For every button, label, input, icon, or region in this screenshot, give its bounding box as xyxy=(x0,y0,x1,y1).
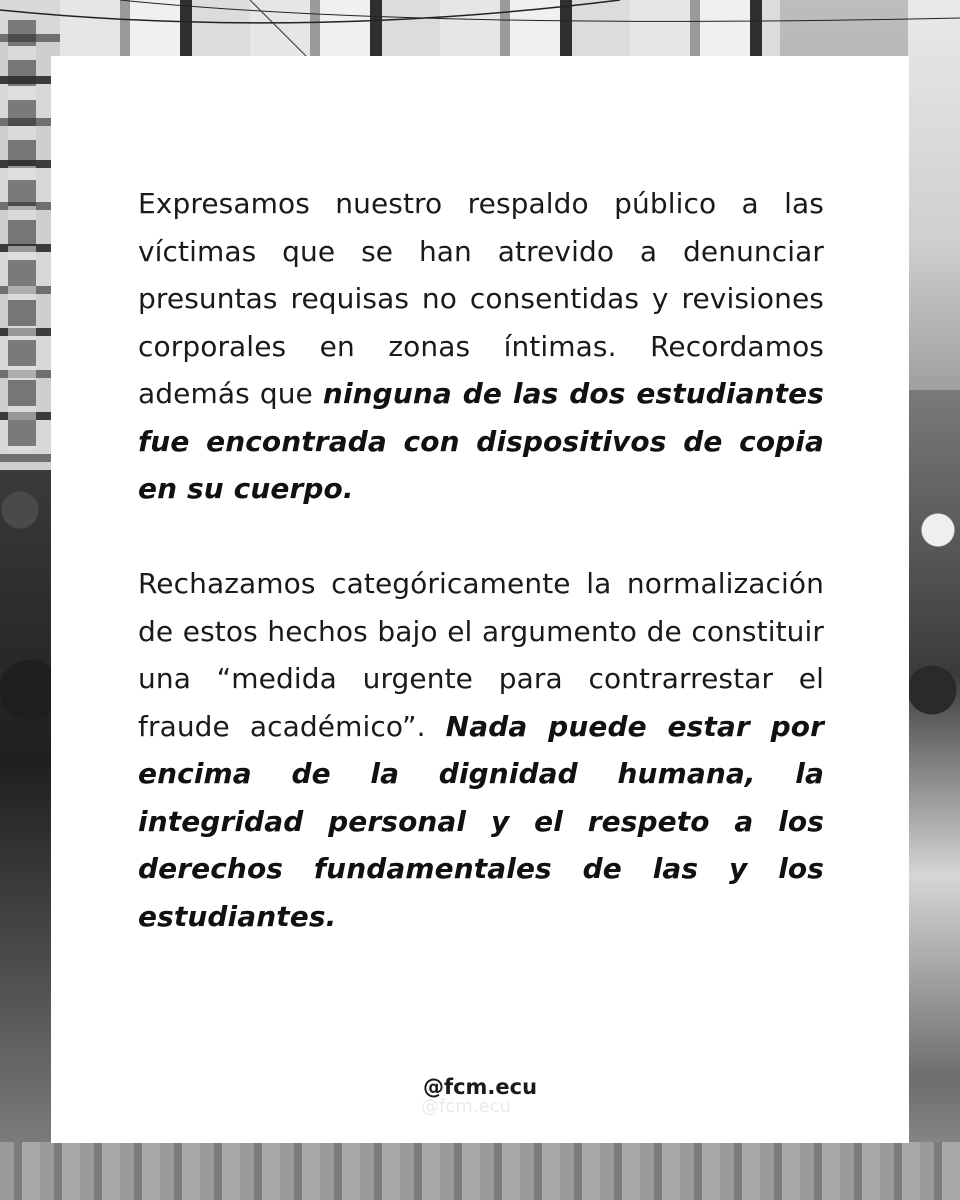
paragraph-support xyxy=(138,180,824,513)
background-sky xyxy=(908,0,960,400)
background-street xyxy=(0,1142,960,1200)
account-handle-watermark: @fcm.ecu xyxy=(421,1096,511,1117)
paragraph-rejection-text: Rechazamos categóricamente la normalización de estos hechos bajo el argumento de constituir una “medida urgente para contrarrestar el fraude académico”. xyxy=(138,567,824,743)
statement-card xyxy=(51,56,909,1143)
paragraph-rejection-emphasis: Nada puede estar por encima de la dignidad humana, la integridad personal y el respeto a los derechos fundamentales de las y los estudiantes. xyxy=(138,709,824,933)
paragraph-rejection xyxy=(138,560,824,940)
statement-text xyxy=(138,180,824,940)
background-crowd-right xyxy=(908,390,960,1200)
paragraph-support-text: Expresamos nuestro respaldo público a las víctimas que se han atrevido a denunciar presuntas requisas no consentidas y revisiones corporales en zonas íntimas. Recordamos además que xyxy=(138,187,824,410)
background-crowd-left xyxy=(0,470,52,1200)
paragraph-support-emphasis: ninguna de las dos estudiantes fue encontrada con dispositivos de copia en su cuerpo. xyxy=(138,377,824,505)
background-building-facade xyxy=(60,0,780,58)
account-handle: @fcm.ecu xyxy=(422,1075,538,1099)
